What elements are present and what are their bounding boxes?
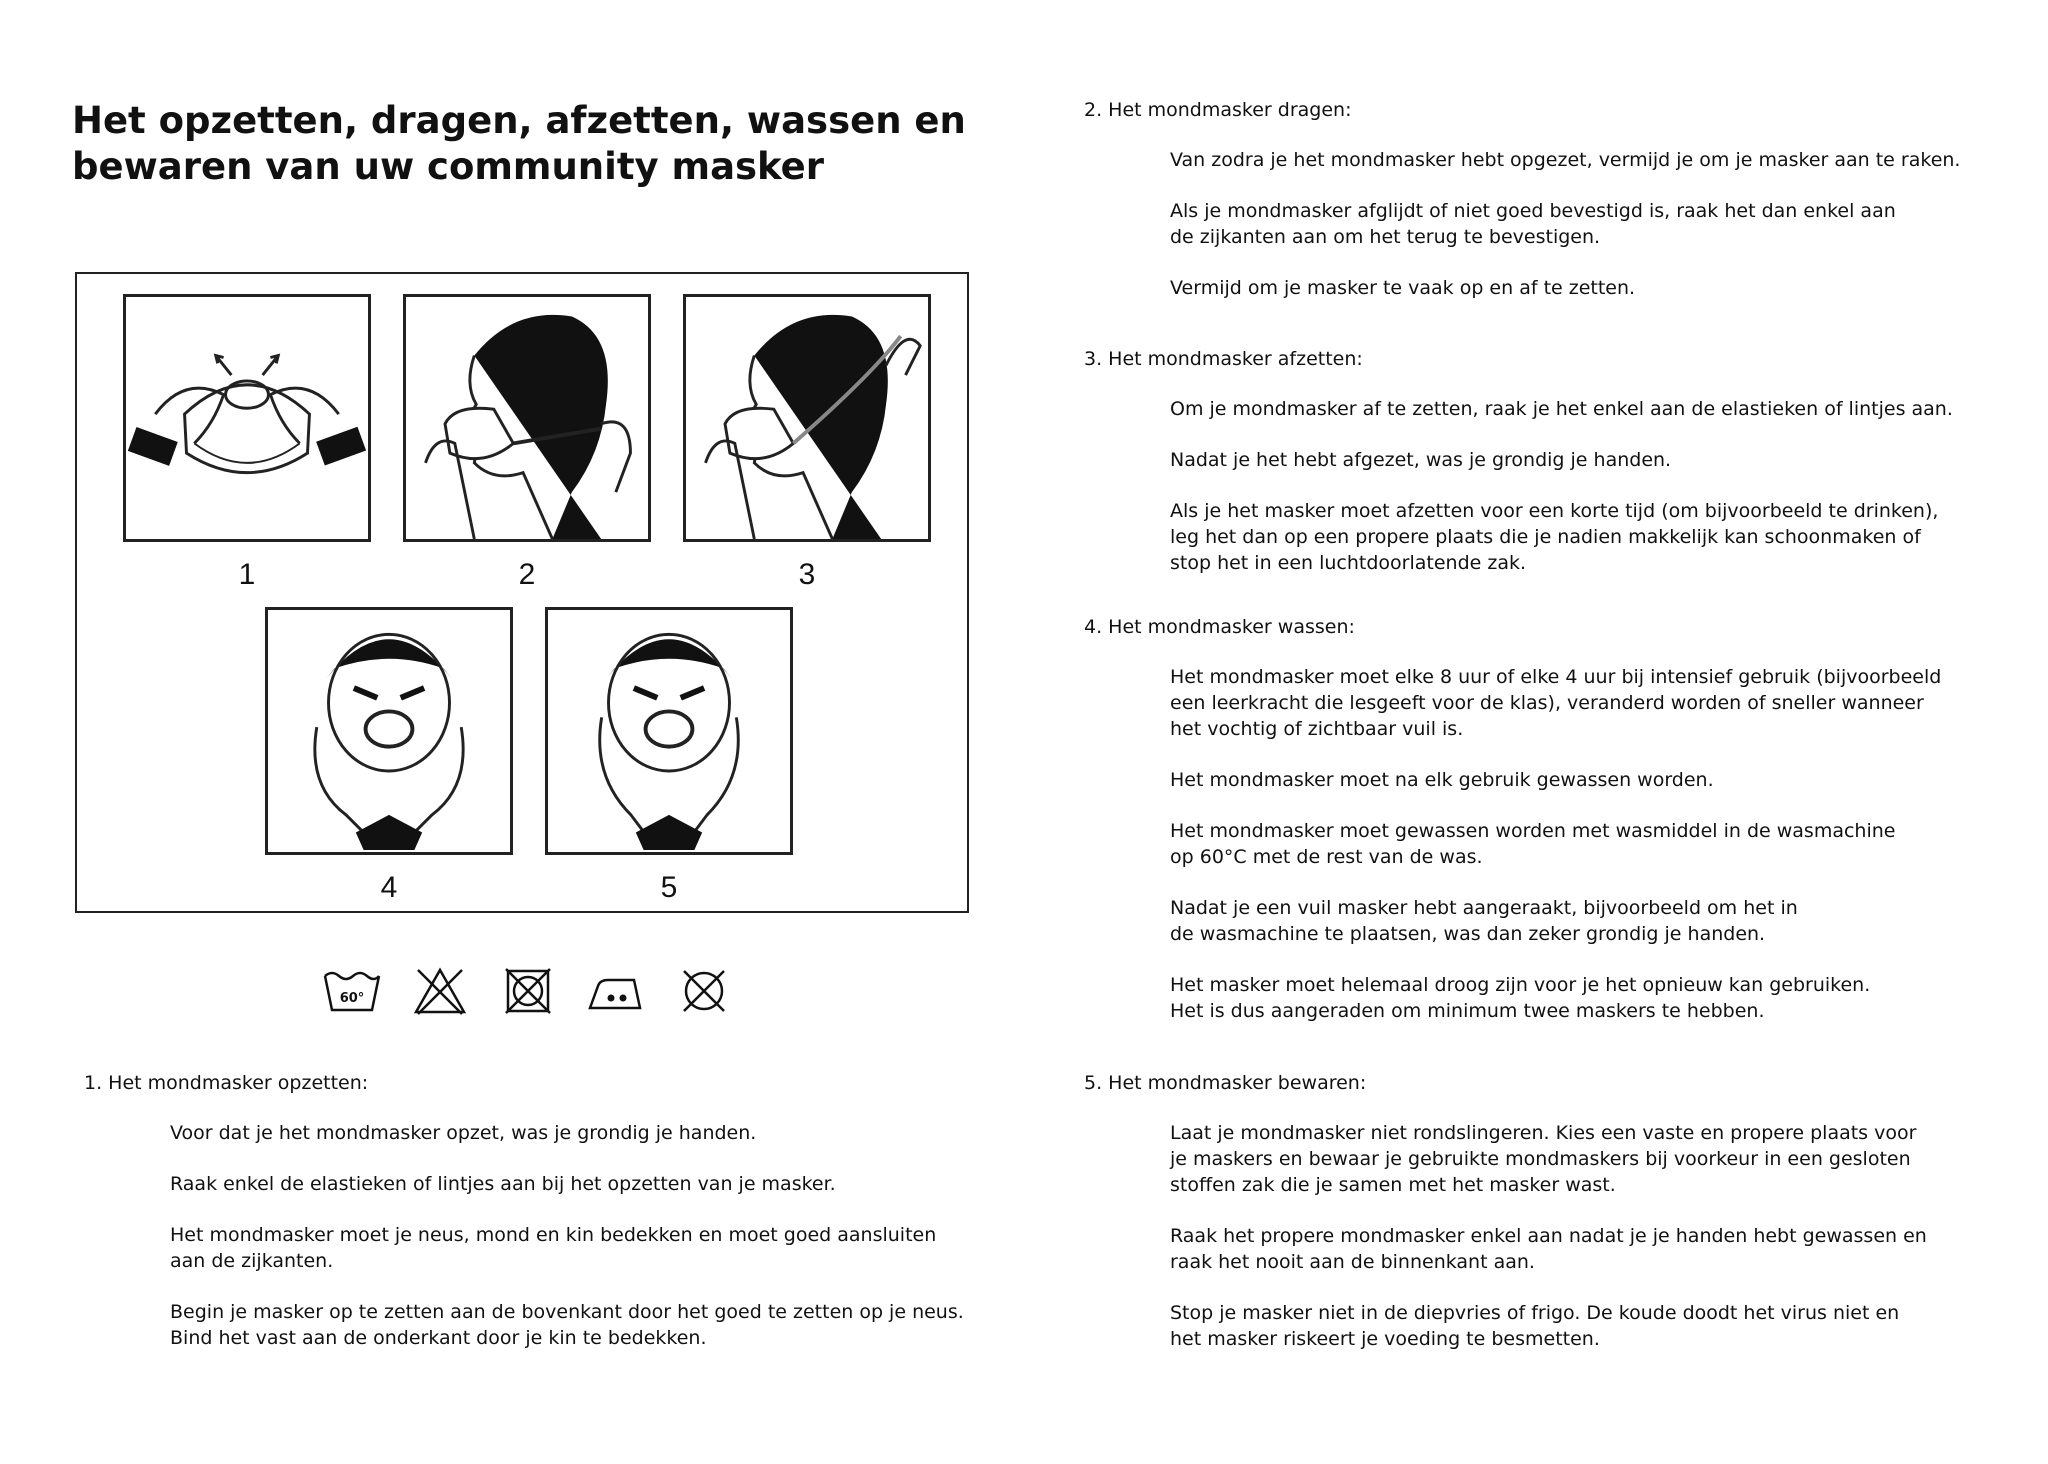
paragraph: Het mondmasker moet gewassen worden met wasmiddel in de wasmachine op 60°C met de rest van de was. xyxy=(1170,820,1896,868)
no-bleach-icon xyxy=(410,966,470,1016)
section-dragen xyxy=(1084,97,2044,326)
section-heading: 4. Het mondmasker wassen: xyxy=(1084,616,1355,638)
step-4-illustration xyxy=(265,607,513,855)
step-number-2: 2 xyxy=(518,558,536,591)
paragraph: Laat je mondmasker niet rondslingeren. Kies een vaste en propere plaats voor je maskers en bewaar je gebruikte mondmaskers bij voorkeur in een gesloten stoffen zak die je samen met het masker wast. xyxy=(1170,1122,1917,1196)
paragraph: Het mondmasker moet na elk gebruik gewassen worden. xyxy=(1170,769,1714,791)
section-heading: 1. Het mondmasker opzetten: xyxy=(84,1072,369,1094)
step-number-1: 1 xyxy=(238,558,256,591)
paragraph: Als je mondmasker afglijdt of niet goed bevestigd is, raak het dan enkel aan de zijkanten aan om het terug te bevestigen. xyxy=(1170,200,1896,248)
section-heading: 5. Het mondmasker bewaren: xyxy=(1084,1072,1367,1094)
page-title: Het opzetten, dragen, afzetten, wassen en bewaren van uw community masker xyxy=(72,99,966,188)
paragraph: Nadat je een vuil masker hebt aangeraakt, bijvoorbeeld om het in de wasmachine te plaatsen, was dan zeker grondig je handen. xyxy=(1170,897,1798,945)
paragraph: Het mondmasker moet elke 8 uur of elke 4 uur bij intensief gebruik (bijvoorbeeld een leerkracht die lesgeeft voor de klas), veranderd worden of sneller wanneer het vochtig of zichtbaar vuil is. xyxy=(1170,666,1942,740)
step-number-3: 3 xyxy=(798,558,816,591)
section-opzetten xyxy=(84,1070,984,1376)
section-wassen xyxy=(1084,614,2044,1049)
no-dry-clean-icon xyxy=(674,966,734,1016)
step-5-illustration xyxy=(545,607,793,855)
section-afzetten xyxy=(1084,346,2044,601)
paragraph: Nadat je het hebt afgezet, was je grondig je handen. xyxy=(1170,449,1672,471)
paragraph: Vermijd om je masker te vaak op en af te zetten. xyxy=(1170,277,1636,299)
paragraph: Voor dat je het mondmasker opzet, was je grondig je handen. xyxy=(170,1122,757,1144)
section-heading: 2. Het mondmasker dragen: xyxy=(1084,99,1352,121)
section-bewaren xyxy=(1084,1070,2044,1377)
paragraph: Het mondmasker moet je neus, mond en kin bedekken en moet goed aansluiten aan de zijkanten. xyxy=(170,1224,937,1272)
paragraph: Raak enkel de elastieken of lintjes aan bij het opzetten van je masker. xyxy=(170,1173,836,1195)
paragraph: Stop je masker niet in de diepvries of frigo. De koude doodt het virus niet en het masker riskeert je voeding te besmetten. xyxy=(1170,1302,1900,1350)
step-2-illustration xyxy=(403,294,651,542)
mask-instruction-figure xyxy=(75,272,969,913)
paragraph: Om je mondmasker af te zetten, raak je het enkel aan de elastieken of lintjes aan. xyxy=(1170,398,1953,420)
head-profile-icon xyxy=(406,297,648,539)
paragraph: Het masker moet helemaal droog zijn voor je het opnieuw kan gebruiken. Het is dus aangeraden om minimum twee maskers te hebben. xyxy=(1170,974,1871,1022)
section-heading: 3. Het mondmasker afzetten: xyxy=(1084,348,1363,370)
paragraph: Als je het masker moet afzetten voor een korte tijd (om bijvoorbeeld te drinken), leg het dan op een propere plaats die je nadien makkelijk kan schoonmaken of stop het in een luchtdoorlatende zak. xyxy=(1170,500,1939,574)
paragraph: Raak het propere mondmasker enkel aan nadat je je handen hebt gewassen en raak het nooit aan de binnenkant aan. xyxy=(1170,1225,1927,1273)
step-number-5: 5 xyxy=(660,871,678,904)
wash-temp-label: 60° xyxy=(339,991,365,1006)
step-1-illustration xyxy=(123,294,371,542)
step-3-illustration xyxy=(683,294,931,542)
hands-mask-icon xyxy=(126,297,368,539)
paragraph: Begin je masker op te zetten aan de bovenkant door het goed te zetten op je neus. Bind het vast aan de onderkant door je kin te bedekken. xyxy=(170,1301,964,1349)
iron-medium-icon xyxy=(586,966,646,1016)
care-symbols xyxy=(322,965,722,1017)
no-tumble-dry-icon xyxy=(498,966,558,1016)
wash-60-icon xyxy=(322,966,382,1016)
head-profile-strap-icon xyxy=(686,297,928,539)
face-front-mask-check-icon xyxy=(548,610,790,852)
face-front-mask-icon xyxy=(268,610,510,852)
step-number-4: 4 xyxy=(380,871,398,904)
paragraph: Van zodra je het mondmasker hebt opgezet, vermijd je om je masker aan te raken. xyxy=(1170,149,1961,171)
